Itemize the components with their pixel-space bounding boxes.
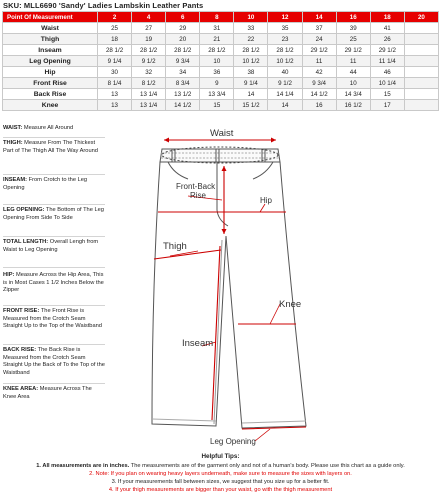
divider	[3, 383, 105, 384]
table-cell: 39	[336, 23, 370, 34]
thigh-label: Thigh	[163, 241, 187, 252]
table-cell: 9 1/2	[132, 56, 166, 67]
table-cell: 15 1/2	[234, 100, 268, 111]
table-cell: 28 1/2	[268, 45, 302, 56]
table-cell: 18	[98, 34, 132, 45]
table-cell	[404, 78, 438, 89]
divider	[3, 305, 105, 306]
table-cell: 24	[302, 34, 336, 45]
table-cell: 44	[336, 67, 370, 78]
table-row	[3, 78, 439, 89]
table-cell: 26	[370, 34, 404, 45]
table-cell: 11	[302, 56, 336, 67]
table-cell	[404, 23, 438, 34]
tip-2: 2. Note: If you plan on wearing heavy layers underneath, make sure to measure the sizes with layers on.	[89, 471, 352, 478]
table-cell: 25	[98, 23, 132, 34]
table-cell: 28 1/2	[98, 45, 132, 56]
table-cell: 14 1/2	[166, 100, 200, 111]
table-cell: 36	[200, 67, 234, 78]
table-cell: 13	[98, 100, 132, 111]
table-cell: 11	[336, 56, 370, 67]
table-row	[3, 23, 439, 34]
waist-label: Waist	[210, 128, 234, 139]
divider	[3, 174, 105, 175]
table-cell: 28 1/2	[132, 45, 166, 56]
table-cell	[404, 45, 438, 56]
table-cell: 8 1/4	[98, 78, 132, 89]
table-cell: 46	[370, 67, 404, 78]
table-cell: 13 1/4	[132, 89, 166, 100]
table-cell: 30	[98, 67, 132, 78]
size-header: 8	[200, 12, 234, 23]
size-header: 20	[404, 12, 438, 23]
measurement-label: Thigh	[3, 34, 98, 45]
table-cell: 16	[302, 100, 336, 111]
measurement-label: Knee	[3, 100, 98, 111]
table-cell: 29 1/2	[336, 45, 370, 56]
size-header: 2	[98, 12, 132, 23]
table-cell: 10 1/2	[268, 56, 302, 67]
table-cell: 10 1/4	[370, 78, 404, 89]
table-cell: 9 3/4	[166, 56, 200, 67]
table-cell: 27	[132, 23, 166, 34]
note-waist: WAIST: Measure All Around	[3, 125, 74, 131]
table-cell: 19	[132, 34, 166, 45]
table-cell: 13	[98, 89, 132, 100]
table-cell: 34	[166, 67, 200, 78]
table-cell: 14 3/4	[336, 89, 370, 100]
size-header: 10	[234, 12, 268, 23]
table-cell: 15	[370, 89, 404, 100]
size-header-row	[3, 12, 439, 23]
measurement-label: Front Rise	[3, 78, 98, 89]
size-header: 14	[302, 12, 336, 23]
table-cell: 14 1/2	[302, 89, 336, 100]
table-cell: 10	[336, 78, 370, 89]
measurement-label: Back Rise	[3, 89, 98, 100]
measurement-label: Leg Opening	[3, 56, 98, 67]
table-cell: 22	[234, 34, 268, 45]
knee-label: Knee	[279, 299, 302, 310]
table-cell: 8 1/2	[132, 78, 166, 89]
table-cell: 25	[336, 34, 370, 45]
size-chart-table	[2, 11, 439, 111]
note-total-length: TOTAL LENGTH: Overall Lengh from Waist to Leg Opening	[3, 239, 99, 253]
label-leaders	[170, 196, 280, 441]
table-row	[3, 45, 439, 56]
table-cell: 40	[268, 67, 302, 78]
table-cell: 28 1/2	[234, 45, 268, 56]
table-cell	[404, 67, 438, 78]
table-cell: 16 1/2	[336, 100, 370, 111]
table-cell: 9 1/2	[268, 78, 302, 89]
measurement-label: Inseam	[3, 45, 98, 56]
divider	[3, 204, 105, 205]
tip-3: 3. If your measurements fall between sizes, we suggest that you size up for a better fit.	[111, 479, 330, 486]
table-cell: 9 1/4	[98, 56, 132, 67]
table-cell: 17	[370, 100, 404, 111]
tip-1: 1. All measurements are in inches. The measurements are of the garment only and not of a human's body. Please use this chart as a guide only.	[36, 462, 405, 469]
tip-4: 4. If your thigh measurements are bigger than your waist, go with the thigh measurement	[108, 487, 333, 494]
table-cell: 9 1/4	[234, 78, 268, 89]
table-cell: 28 1/2	[200, 45, 234, 56]
table-cell: 33	[234, 23, 268, 34]
table-cell: 13 3/4	[200, 89, 234, 100]
table-cell: 35	[268, 23, 302, 34]
leg-opening-label: Leg Opening	[210, 437, 256, 446]
table-cell: 29 1/2	[370, 45, 404, 56]
note-thigh: THIGH: Measure From The Thickest Part of The Thigh All The Way Around	[3, 140, 98, 154]
inseam-line	[212, 246, 220, 420]
table-row	[3, 89, 439, 100]
table-cell: 15	[200, 100, 234, 111]
helpful-tips	[0, 453, 441, 494]
table-row	[3, 100, 439, 111]
table-cell	[404, 34, 438, 45]
table-cell: 32	[132, 67, 166, 78]
table-cell: 11 1/4	[370, 56, 404, 67]
note-inseam: INSEAM: From Crotch to the Leg Opening	[3, 177, 88, 191]
front-back-label: Front-Back	[176, 182, 216, 191]
table-cell	[404, 56, 438, 67]
table-row	[3, 56, 439, 67]
table-cell: 13 1/2	[166, 89, 200, 100]
table-cell: 29 1/2	[302, 45, 336, 56]
point-of-measurement-header: Point Of Measurement	[3, 12, 98, 23]
table-cell: 14	[268, 100, 302, 111]
note-knee-area: KNEE AREA: Measure Across The Knee Area	[3, 386, 92, 400]
table-cell: 8 3/4	[166, 78, 200, 89]
rise-label: Rise	[190, 191, 207, 200]
note-back-rise: BACK RISE: The Back Rise is Measured from the Crotch Seam Straight Up the Back of To the Top of the Waistband	[3, 347, 105, 377]
table-cell: 13 1/4	[132, 100, 166, 111]
table-cell: 41	[370, 23, 404, 34]
table-cell: 21	[200, 34, 234, 45]
divider	[3, 344, 105, 345]
table-cell: 9 3/4	[302, 78, 336, 89]
size-header: 12	[268, 12, 302, 23]
table-cell: 10 1/2	[234, 56, 268, 67]
pants-measurement-diagram	[110, 124, 340, 452]
divider	[3, 137, 105, 138]
table-cell: 23	[268, 34, 302, 45]
table-cell: 37	[302, 23, 336, 34]
tips-title: Helpful Tips:	[201, 453, 240, 460]
sku-title: SKU: MLL6690 'Sandy' Ladies Lambskin Leather Pants	[3, 1, 204, 10]
size-header: 4	[132, 12, 166, 23]
table-row	[3, 34, 439, 45]
table-cell: 10	[200, 56, 234, 67]
divider	[3, 236, 105, 237]
note-front-rise: FRONT RISE: The Front Rise is Measured from the Crotch Seam Straight Up to the Top of the Waistband	[3, 308, 102, 330]
table-cell: 31	[200, 23, 234, 34]
table-cell: 29	[166, 23, 200, 34]
table-cell: 14 1/4	[268, 89, 302, 100]
note-leg-opening: LEG OPENING: The Bottom of The Leg Opening From Side To Side	[3, 207, 104, 221]
note-hip: HIP: Measure Across the Hip Area, This is in Most Cases 1 1/2 Inches Below the Zipper	[3, 272, 104, 294]
measurement-label: Hip	[3, 67, 98, 78]
measurement-label: Waist	[3, 23, 98, 34]
table-cell: 28 1/2	[166, 45, 200, 56]
table-cell: 14	[234, 89, 268, 100]
table-cell	[404, 100, 438, 111]
table-cell: 9	[200, 78, 234, 89]
table-cell: 20	[166, 34, 200, 45]
table-cell	[404, 89, 438, 100]
table-cell: 42	[302, 67, 336, 78]
size-header: 16	[336, 12, 370, 23]
divider	[3, 267, 105, 268]
table-cell: 38	[234, 67, 268, 78]
size-header: 18	[370, 12, 404, 23]
size-header: 6	[166, 12, 200, 23]
table-row	[3, 67, 439, 78]
hip-label: Hip	[260, 196, 273, 205]
inseam-label: Inseam	[182, 338, 214, 349]
